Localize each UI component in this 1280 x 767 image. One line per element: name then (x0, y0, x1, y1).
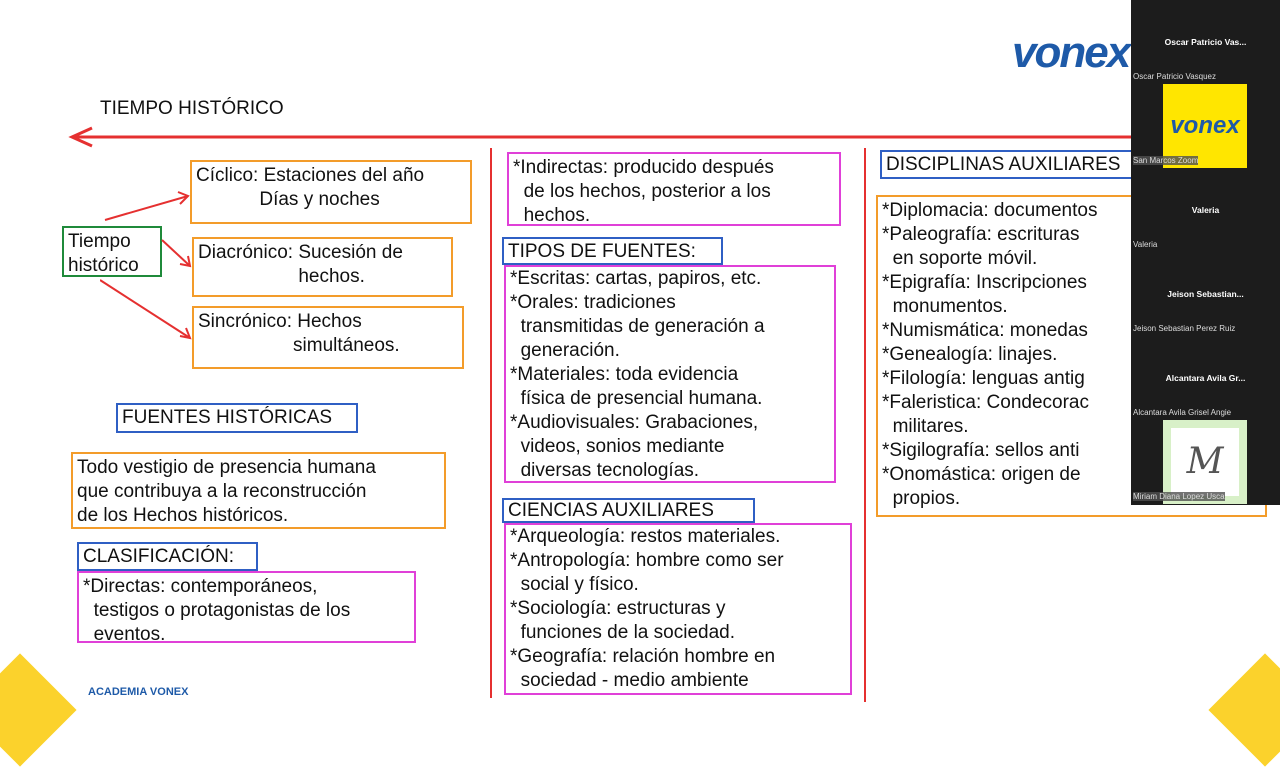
vonex-avatar: vonex (1163, 84, 1247, 168)
tiempo-historico-box: Tiempo histórico (62, 226, 162, 277)
disciplinas-title: DISCIPLINAS AUXILIARES (880, 150, 1150, 179)
participant-label: Jeison Sebastian Perez Ruiz (1133, 324, 1236, 333)
ciencias-list: *Arqueología: restos materiales. *Antropología: hombre como ser social y físico. *Sociología: estructuras y funciones de la sociedad. *Geografía: relación hombre en sociedad - medio ambiente (504, 523, 852, 695)
participant-tile-name: Valeria (1191, 205, 1220, 215)
diacronico-box: Diacrónico: Sucesión de hechos. (192, 237, 453, 297)
directas-box: *Directas: contemporáneos, testigos o protagonistas de los eventos. (77, 571, 416, 643)
tipos-list: *Escritas: cartas, papiros, etc. *Orales: tradiciones transmitidas de generación a generación. *Materiales: toda evidencia física de presencial humana. *Audiovisuales: Grabaciones, videos, sonios mediante diversas tecnologías. (504, 265, 836, 483)
timeline-arrow (60, 125, 1135, 150)
participant-tile-name: Jeison Sebastian... (1167, 289, 1244, 299)
fuentes-definition: Todo vestigio de presencia humana que contribuya a la reconstrucción de los Hechos históricos. (71, 452, 446, 529)
ciencias-title: CIENCIAS AUXILIARES (502, 498, 755, 523)
zoom-participants-panel[interactable] (1131, 0, 1280, 505)
disciplinas-list: *Diplomacia: documentos *Paleografía: escrituras en soporte móvil. *Epigrafía: Inscripciones monumentos. *Numismática: monedas *Genealogía: linajes. *Filología: lenguas antig *Faleristica: Condecorac militares. *Sigilografía: sellos anti *Onomástica: origen de propios. (876, 195, 1267, 517)
participant-label: San Marcos Zoom (1133, 156, 1199, 165)
sincronico-box: Sincrónico: Hechos simultáneos. (192, 306, 464, 369)
divider-2 (864, 148, 866, 702)
vonex-logo: vonex (1012, 28, 1130, 77)
branch-arrows (100, 180, 200, 350)
participant-tile-name: Alcantara Avila Gr... (1165, 373, 1246, 383)
slide-title: TIEMPO HISTÓRICO (100, 98, 284, 119)
footer-brand: ACADEMIA VONEX (88, 686, 189, 698)
fuentes-title: FUENTES HISTÓRICAS (116, 403, 358, 433)
participant-tile-name: Oscar Patricio Vas... (1164, 37, 1247, 47)
clasificacion-title: CLASIFICACIÓN: (77, 542, 258, 571)
participant-label: Oscar Patricio Vasquez (1133, 72, 1216, 81)
yellow-corner-left (0, 653, 77, 766)
indirectas-box: *Indirectas: producido después de los hechos, posterior a los hechos. (507, 152, 841, 226)
yellow-corner-right (1208, 653, 1280, 766)
participant-label: Miriam Diana Lopez Usca (1133, 492, 1225, 501)
ciclico-box: Cíclico: Estaciones del año Días y noches (190, 160, 472, 224)
participant-label: Alcantara Avila Grisel Angie (1133, 408, 1232, 417)
floral-avatar: M (1163, 420, 1247, 504)
participant-label: Valeria (1133, 240, 1158, 249)
tipos-title: TIPOS DE FUENTES: (502, 237, 723, 265)
divider-1 (490, 148, 492, 698)
